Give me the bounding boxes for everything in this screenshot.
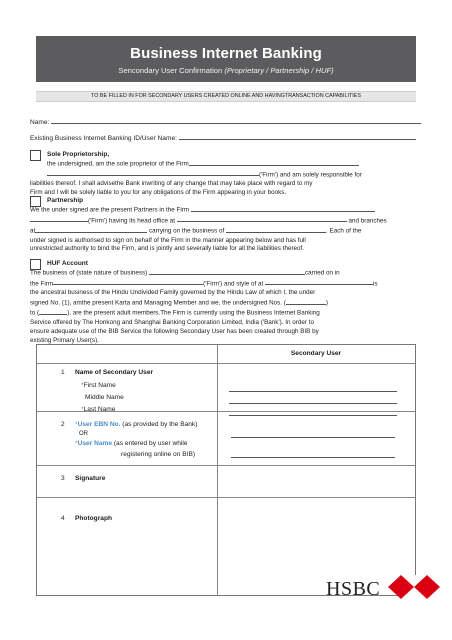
user-ebn-title: User EBN No. <box>77 421 121 428</box>
partnership-business-field[interactable] <box>226 226 326 233</box>
user-ebn-label <box>75 421 197 430</box>
user-name-title: User Name <box>77 440 113 447</box>
sole-text-3: liabilities thereof. I shall advisethe Bank inwriting of any change that may take place with regard to my <box>30 180 313 188</box>
form-subtitle-plain: Sencondary User Confirmation <box>118 65 225 75</box>
form-subtitle-italic: (Proprietary / Partnership / HUF) <box>224 65 334 75</box>
huf-text-4a: signed No. (1), amthe present Karta and Managing Member and we, the undersigned Nos. ( <box>30 299 286 307</box>
secondary-user-column-header: Secondary User <box>290 350 342 357</box>
existing-id-row <box>30 133 422 144</box>
row-1-title: Name of Secondary User <box>75 369 154 376</box>
name-row <box>30 117 422 128</box>
table-header-divider <box>37 363 415 364</box>
huf-text-1a: The business of (state nature of business) <box>30 269 148 277</box>
last-name-label <box>81 406 115 415</box>
existing-id-label: Existing Business Internet Banking ID/User Name: <box>30 135 177 142</box>
huf-text-7: ensure adequate use of the BIB Service the following Secondary User has been created through BIB by <box>30 327 319 335</box>
partnership-firm-name-field[interactable] <box>30 216 88 223</box>
row-3-number: 3 <box>61 475 65 482</box>
first-name-label <box>81 382 116 391</box>
partnership-checkbox[interactable] <box>30 196 41 207</box>
existing-id-field[interactable] <box>179 133 416 140</box>
partnership-branches-field[interactable] <box>35 226 147 233</box>
sole-text-2: ('Firm') and am solely responsible for <box>259 171 362 179</box>
form-header <box>36 36 416 82</box>
middle-name-label: Middle Name <box>85 394 124 401</box>
partnership-text-2a: ('Firm') having its head office at <box>88 217 175 225</box>
name-field[interactable] <box>51 117 421 124</box>
huf-member-from-field[interactable] <box>286 298 326 305</box>
hsbc-wordmark: HSBC <box>326 578 381 600</box>
user-name-field[interactable] <box>231 457 395 458</box>
sole-text-1: the undersigned, am the sole proprietor of the Firm <box>47 160 189 168</box>
instruction-banner: TO BE FILLED IN FOR SECONDARY USERS CREATED ONLINE AND HAVINGTRANSACTION CAPABILITIES <box>36 91 416 102</box>
table-row-divider-2 <box>37 465 415 466</box>
form-title: Business Internet Banking <box>130 45 322 62</box>
required-asterisk: * <box>81 382 84 389</box>
huf-text-1b: carried on in <box>305 269 340 277</box>
user-name-label <box>75 440 188 449</box>
required-asterisk: * <box>75 421 78 428</box>
huf-text-2b: ('Firm') and style of at <box>203 280 264 288</box>
signature-box[interactable] <box>219 467 413 495</box>
table-column-divider <box>217 345 218 595</box>
huf-firm-field[interactable] <box>53 279 203 286</box>
huf-text-3: the ancestral business of the Hindu Undivided Family governed by the Hindu Law of which I, the under <box>30 289 316 297</box>
sole-firm-field[interactable] <box>189 159 359 166</box>
huf-nature-field[interactable] <box>149 268 305 275</box>
huf-section <box>30 259 422 346</box>
user-ebn-field[interactable] <box>231 437 395 438</box>
table-row-divider-3 <box>37 497 415 498</box>
huf-text-4b: ) <box>325 299 328 307</box>
partnership-firm-field[interactable] <box>191 205 375 212</box>
row-1-number: 1 <box>61 369 65 376</box>
sole-proprietorship-title: Sole Proprietorship, <box>47 151 110 158</box>
last-name-text: Last Name <box>83 406 116 413</box>
hsbc-hexagon-icon <box>388 575 440 599</box>
huf-text-5b: ), are the present adult members.The Firm is currently using the Business Internet Banking <box>67 309 320 317</box>
last-name-field[interactable] <box>229 415 397 416</box>
user-name-note: (as entered by user while <box>112 440 188 447</box>
sole-proprietorship-checkbox[interactable] <box>30 150 41 161</box>
partnership-head-office-field[interactable] <box>177 216 347 223</box>
partnership-text-3a: at <box>30 227 36 235</box>
huf-text-2a: the Firm <box>30 280 54 288</box>
sole-firm-field-2[interactable] <box>47 170 259 177</box>
first-name-field[interactable] <box>229 391 397 392</box>
huf-title: HUF Account <box>47 260 88 267</box>
partnership-section <box>30 196 422 254</box>
row-4-number: 4 <box>61 515 65 522</box>
photograph-label: Photograph <box>75 515 112 522</box>
signature-label: Signature <box>75 475 106 482</box>
partnership-text-3c: . Each of the <box>326 227 362 235</box>
partnership-title: Partnership <box>47 197 84 204</box>
huf-member-to-field[interactable] <box>39 308 67 315</box>
huf-text-6: Service offered by The Honkong and Shanghai Banking Corporation Limited, India ('Bank'). In order to <box>30 318 314 326</box>
huf-style-field[interactable] <box>265 279 373 286</box>
partnership-text-3b: carrying on the business of <box>149 227 225 235</box>
partnership-text-5: unrestricted authority to bind the Firm, and is jointly and severally liable for all the liabilities thereof. <box>30 245 305 253</box>
hsbc-logo <box>326 574 452 600</box>
form-subtitle <box>36 66 416 76</box>
row-2-number: 2 <box>61 421 65 428</box>
user-name-note-2: registering online on BIB) <box>121 451 196 458</box>
or-label: OR <box>79 431 88 437</box>
partnership-text-2b: and branches <box>348 217 387 225</box>
secondary-user-table <box>36 344 416 596</box>
partnership-text-1: We the under signed are the present Partners in the Firm <box>30 206 190 214</box>
huf-text-2c: is <box>372 280 378 288</box>
user-ebn-note: (as provided by the Bank) <box>120 421 198 428</box>
partnership-text-4: under signed is authorised to sign on behalf of the Firm in the manner appearing below and has full <box>30 236 306 244</box>
name-label: Name: <box>30 119 50 126</box>
required-asterisk: * <box>81 406 84 413</box>
required-asterisk: * <box>75 440 78 447</box>
sole-proprietorship-section <box>30 150 422 198</box>
middle-name-field[interactable] <box>229 403 397 404</box>
huf-text-8: existing Primary User(s). <box>30 336 99 344</box>
sole-text-4: Firm and I will be solely liable to you for any obligations of the Firm appearing in your books. <box>30 189 287 197</box>
first-name-text: First Name <box>83 382 116 389</box>
huf-checkbox[interactable] <box>30 259 41 270</box>
huf-text-5a: to ( <box>30 309 40 317</box>
